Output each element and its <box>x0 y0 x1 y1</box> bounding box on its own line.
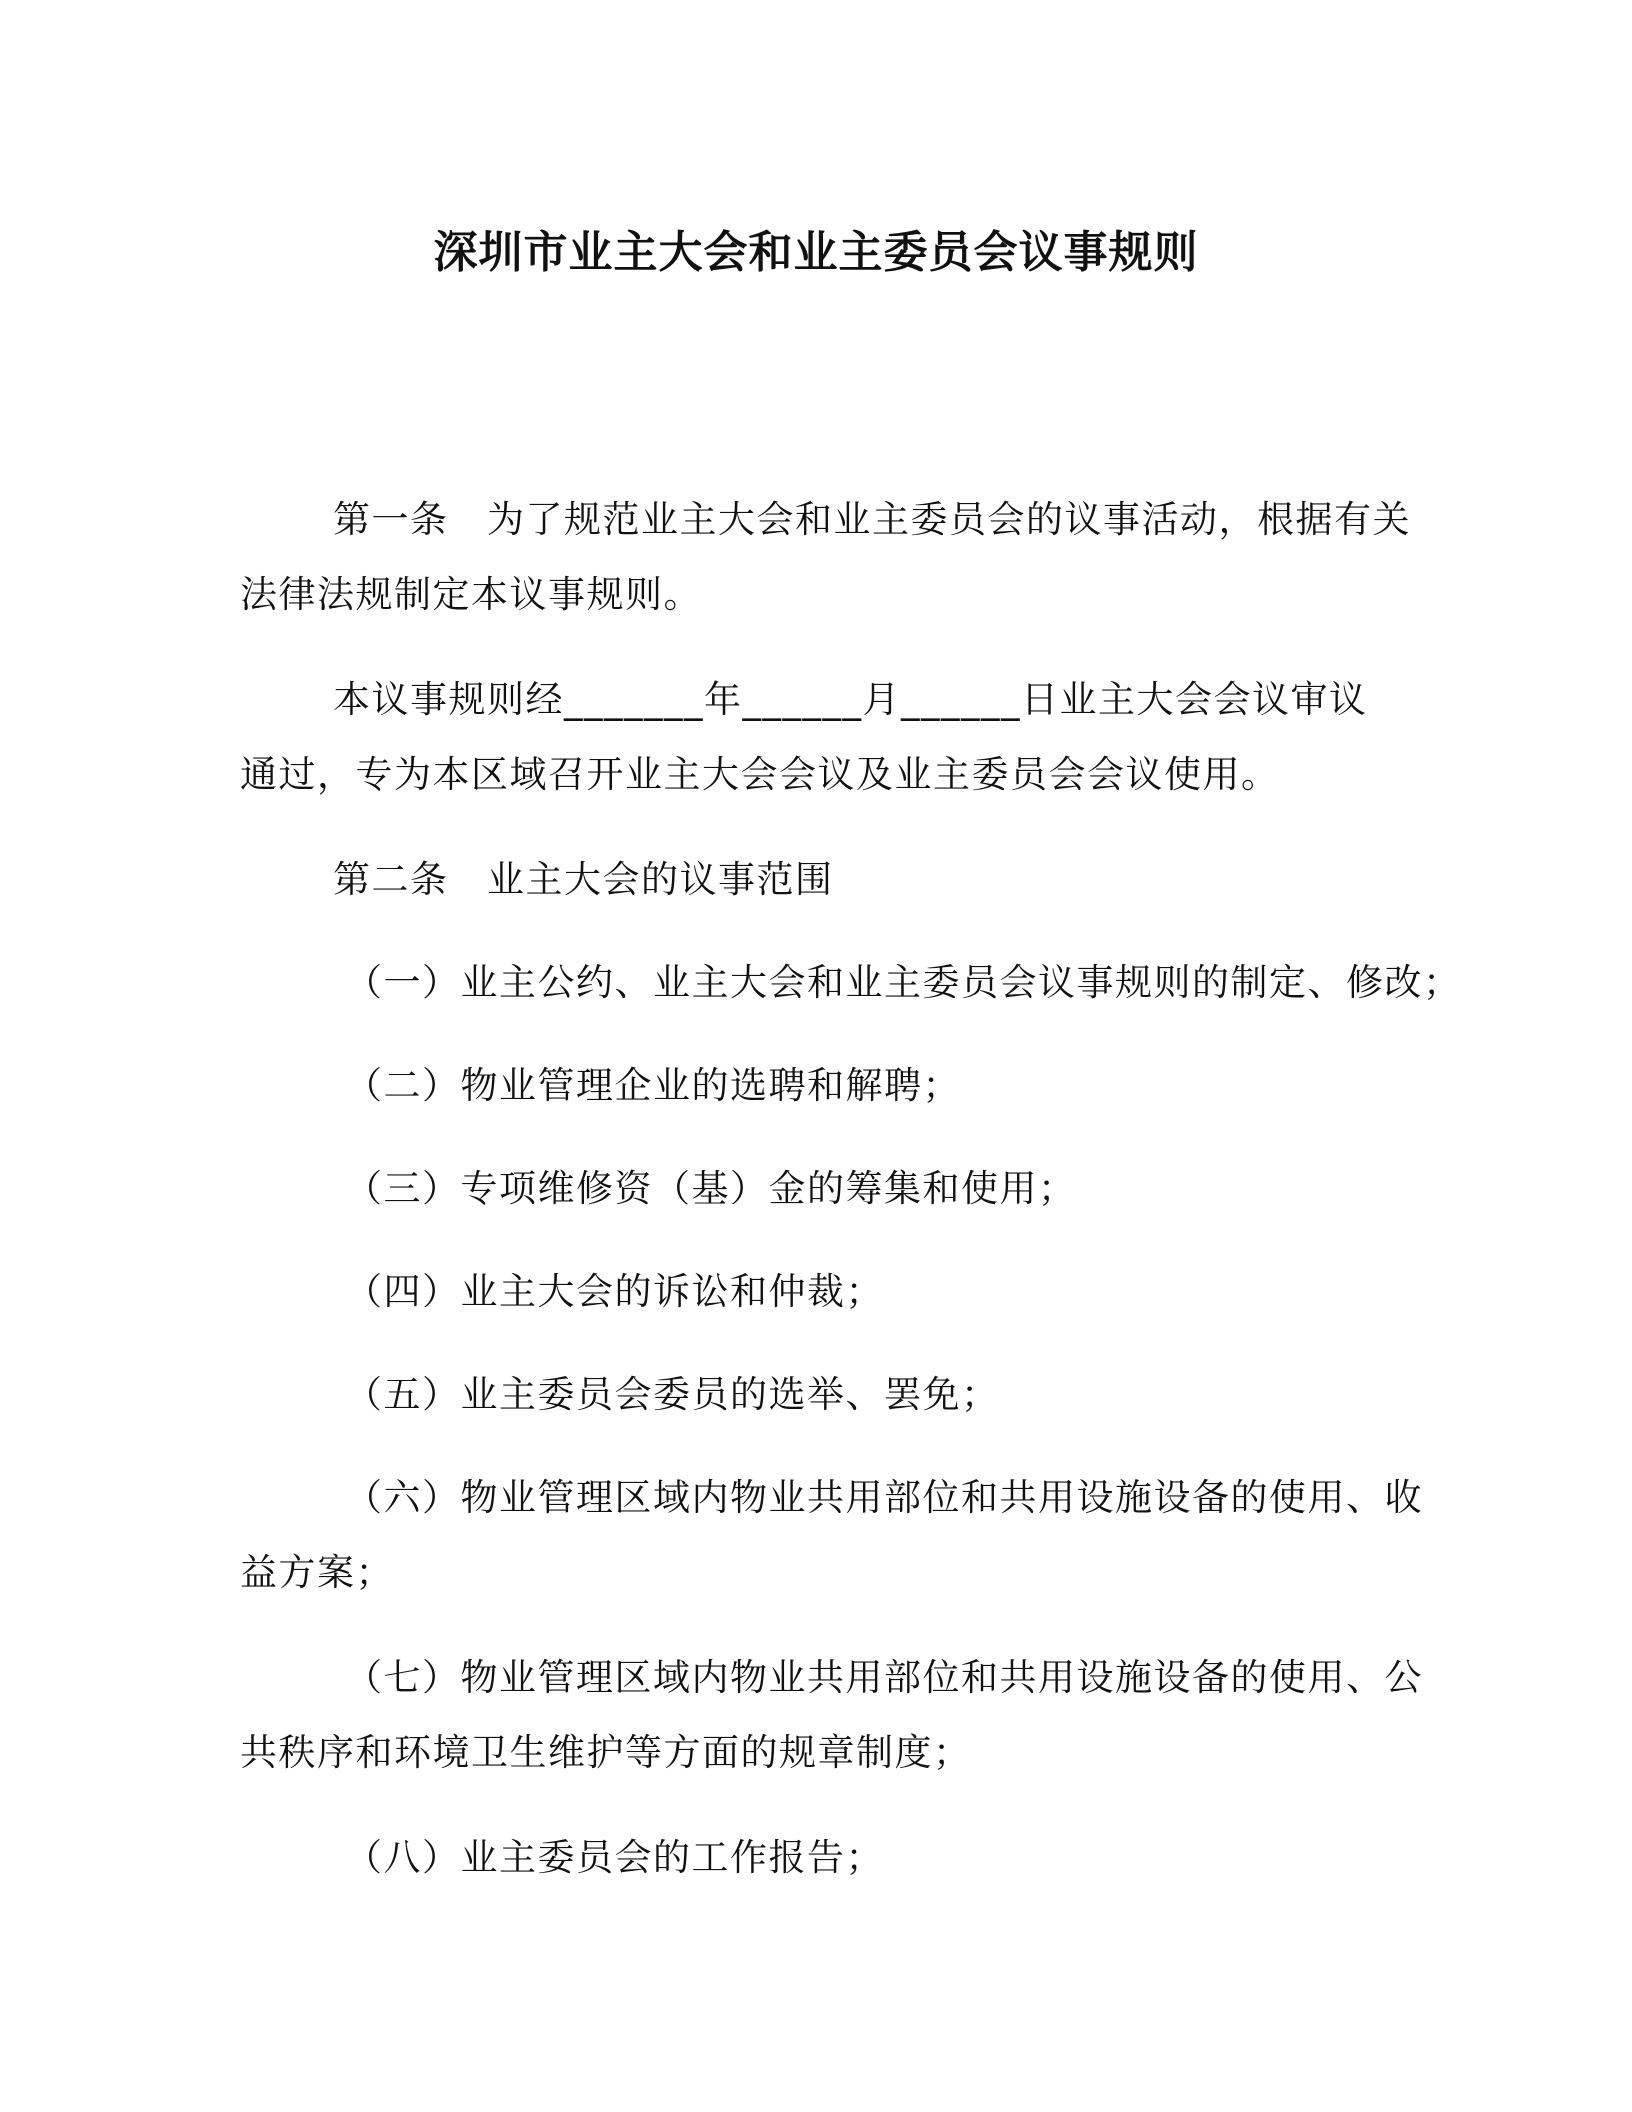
list-item-7-line-2: 共秩序和环境卫生维护等方面的规章制度； <box>240 1731 972 1774</box>
list-item-5: （五）业主委员会委员的选举、罢免； <box>345 1373 1000 1416</box>
list-item-7-line-1: （七）物业管理区域内物业共用部位和共用设施设备的使用、公 <box>345 1656 1423 1699</box>
document-title: 深圳市业主大会和业主委员会议事规则 <box>433 227 1199 278</box>
list-item-2: （二）物业管理企业的选聘和解聘； <box>345 1064 961 1107</box>
list-item-4: （四）业主大会的诉讼和仲裁； <box>345 1270 884 1313</box>
article-1-line-1: 第一条 为了规范业主大会和业主委员会的议事活动，根据有关 <box>333 498 1411 541</box>
list-item-8: （八）业主委员会的工作报告； <box>345 1836 884 1879</box>
list-item-1: （一）业主公约、业主大会和业主委员会议事规则的制定、修改； <box>345 961 1462 1004</box>
article-2-heading: 第二条 业主大会的议事范围 <box>333 858 834 901</box>
approval-line-1: 本议事规则经_______年______月______日业主大会会议审议 <box>333 678 1368 721</box>
article-1-line-2: 法律法规制定本议事规则。 <box>240 573 702 616</box>
list-item-6-line-2: 益方案； <box>240 1551 394 1594</box>
list-item-6-line-1: （六）物业管理区域内物业共用部位和共用设施设备的使用、收 <box>345 1476 1423 1519</box>
approval-line-2: 通过，专为本区域召开业主大会会议及业主委员会会议使用。 <box>240 753 1280 796</box>
list-item-3: （三）专项维修资（基）金的筹集和使用； <box>345 1167 1077 1210</box>
